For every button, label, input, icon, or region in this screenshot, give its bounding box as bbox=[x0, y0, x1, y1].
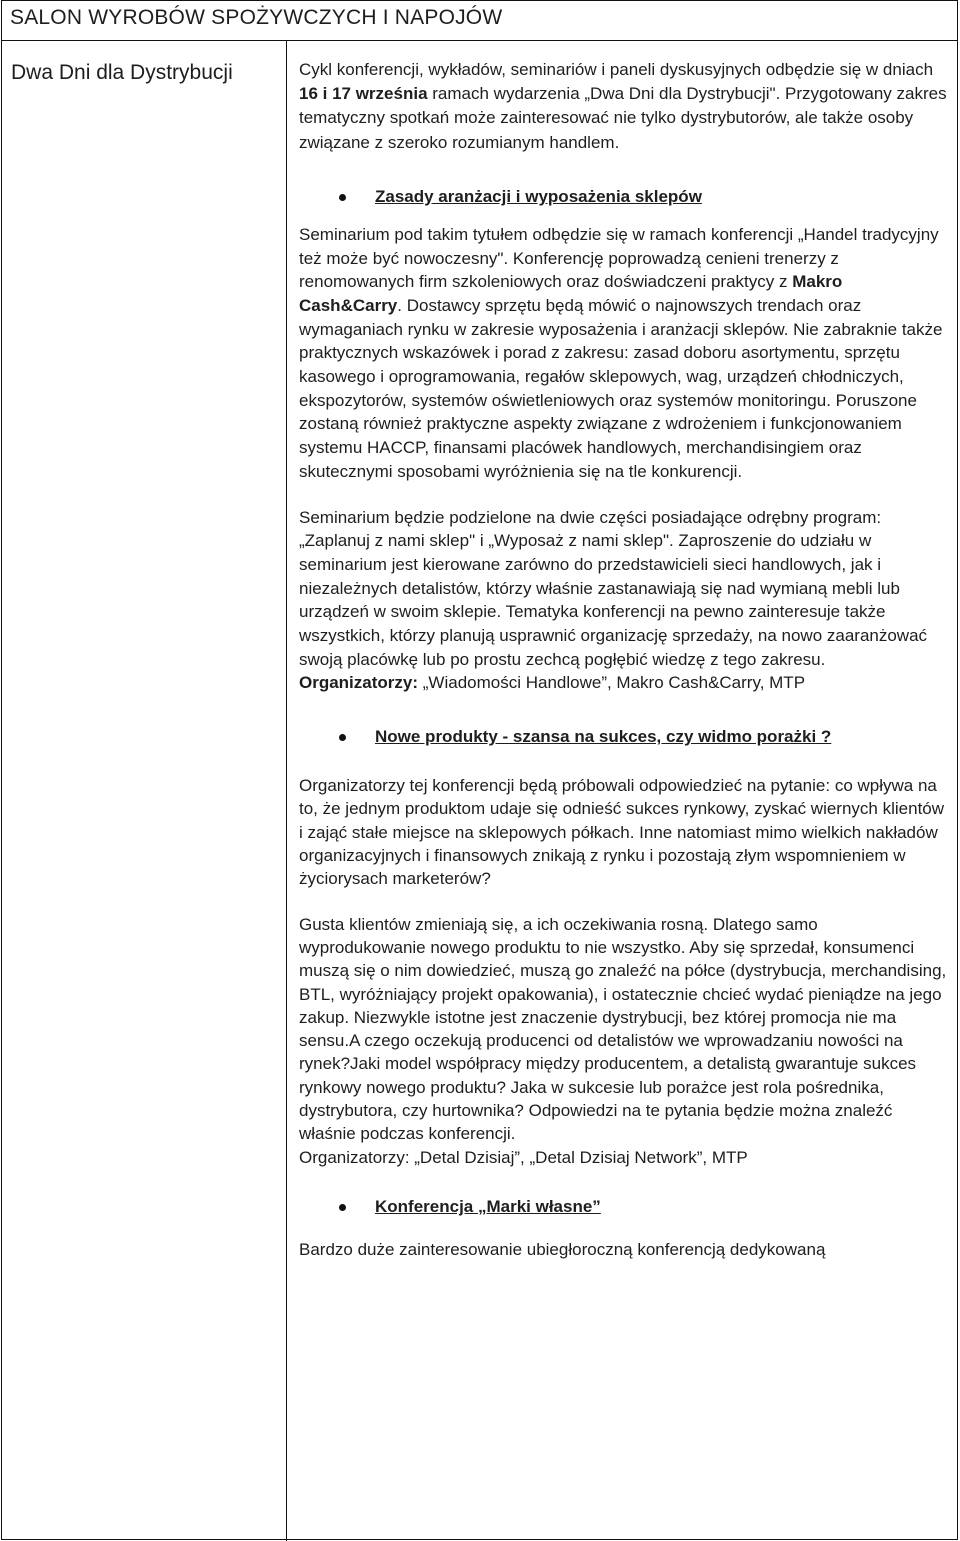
section2-paragraph-2 bbox=[299, 913, 949, 1169]
column-divider bbox=[286, 41, 287, 1541]
section2-heading-text: Nowe produkty - szansa na sukces, czy widmo porażki ? bbox=[375, 727, 832, 747]
bullet-icon bbox=[339, 194, 346, 201]
section1-heading-text: Zasady aranżacji i wyposażenia sklepów bbox=[375, 186, 702, 206]
section1-org-text: „Wiadomości Handlowe”, Makro Cash&Carry, MTP bbox=[418, 673, 806, 693]
section2-p2: Gusta klientów zmieniają się, a ich oczekiwania rosną. Dlatego samo wyprodukowanie nowego produktu to nie wszystko. Aby się sprzedał, konsumenci muszą się o nim dowiedzieć, muszą go znaleźć na półce (dystrybucja, merchandising, BTL, wyróżniający projekt opakowania), i ostatecznie chcieć wydać pieniądze na jego zakup. Niezwykle istotne jest znaczenie dystrybucji, bez której promocja nie ma sensu.A czego oczekują producenci od detalistów we wprowadzaniu nowości na rynek?Jaki model współpracy między producentem, a detalistą gwarantuje sukces rynkowy nowego produktu? Jaka w sukcesie lub porażce jest rola pośrednika, dystrybutora, czy hurtownika? Odpowiedzi na te pytania będzie można znaleźć właśnie podczas konferencji. bbox=[299, 914, 947, 1144]
section3-heading bbox=[299, 1195, 949, 1219]
section1-makro: Makro Cash&Carry bbox=[299, 272, 843, 315]
section2-heading bbox=[299, 725, 949, 749]
section3-paragraph-1: Bardzo duże zainteresowanie ubiegłoroczną konferencją dedykowaną bbox=[299, 1239, 826, 1259]
intro-dates: 16 i 17 września bbox=[299, 84, 428, 104]
section2-org: Organizatorzy: „Detal Dzisiaj”, „Detal Dzisiaj Network”, MTP bbox=[299, 1147, 748, 1167]
sidebar-label: Dwa Dni dla Dystrybucji bbox=[11, 61, 233, 84]
section1-p1c: . Dostawcy sprzętu będą mówić o najnowszych trendach oraz wymaganiach rynku w zakresie wyposażenia i aranżacji sklepów. Nie zabraknie także praktycznych wskazówek i porad z zakresu: zasad doboru asortymentu, sprzętu kasowego i oprogramowania, regałów sklepowych, wag, urządzeń chłodniczych, ekspozytorów, systemów oświetleniowych oraz systemów monitoringu. Poruszone zostaną również praktyczne aspekty związane z wdrożeniem i funkcjonowaniem systemu HACCP, finansami placówek handlowych, merchandisingiem oraz skutecznymi sposobami wyróżnienia się na tle konkurencji. bbox=[299, 295, 943, 481]
section1-org-label: Organizatorzy: bbox=[299, 673, 419, 693]
section2-paragraph-1: Organizatorzy tej konferencji będą próbowali odpowiedzieć na pytanie: co wpływa na to, że jednym produktom udaje się odnieść sukces rynkowy, zyskać wiernych klientów i zająć stałe miejsce na sklepowych półkach. Inne natomiast mimo wielkich nakładów organizacyjnych i finansowych znikają z rynku i pozostają złym wspomnieniem w życiorysach marketerów? bbox=[299, 776, 945, 889]
section1-p1a: Seminarium pod takim tytułem odbędzie się w ramach konferencji „Handel tradycyjny też może być nowoczesny". Konferencję poprowadzą cenieni trenerzy z renomowanych firm szkoleniowych oraz doświadczeni praktycy z bbox=[299, 224, 939, 292]
section1-heading bbox=[299, 185, 949, 209]
section1-paragraph-1 bbox=[299, 223, 949, 484]
section3-heading-text: Konferencja „Marki własne” bbox=[375, 1196, 601, 1216]
section1-paragraph-2 bbox=[299, 506, 949, 696]
section1-p2: Seminarium będzie podzielone na dwie części posiadające odrębny program: „Zaplanuj z nami sklep" i „Wyposaż z nami sklep". Zaproszenie do udziału w seminarium jest kierowane zarówno do przedstawicieli sieci handlowych, jak i niezależnych detalistów, którzy właśnie zastanawiają się nad wymianą mebli lub urządzeń w swoim sklepie. Tematyka konferencji na pewno zainteresuje także wszystkich, którzy planują usprawnić organizację sprzedaży, na nowo zaaranżować swoją placówkę lub po prostu zechcą pogłębić wiedzę z tego zakresu. bbox=[299, 507, 928, 669]
page-title: SALON WYROBÓW SPOŻYWCZYCH I NAPOJÓW bbox=[10, 6, 503, 29]
title-row bbox=[2, 1, 957, 41]
main-content bbox=[299, 58, 949, 1261]
intro-text-2: ramach wydarzenia „Dwa Dni dla Dystrybucji". Przygotowany zakres tematyczny spotkań może zainteresować nie tylko dystrybutorów, ale także osoby związane z szeroko rozumianym handlem. bbox=[299, 84, 947, 152]
intro-paragraph bbox=[299, 58, 949, 155]
bullet-icon bbox=[339, 1204, 346, 1211]
intro-text-1: Cykl konferencji, wykładów, seminariów i paneli dyskusyjnych odbędzie się w dniach bbox=[299, 60, 934, 79]
bullet-icon bbox=[339, 734, 346, 741]
